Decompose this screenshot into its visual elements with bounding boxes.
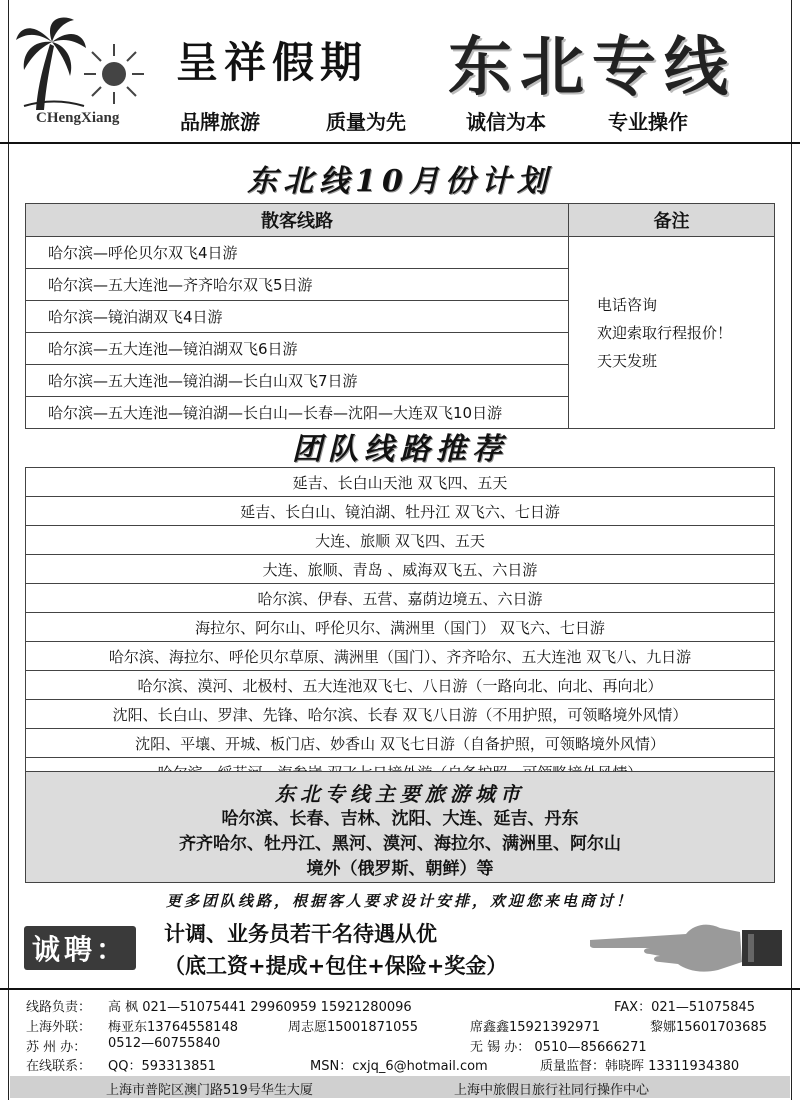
group-route-item: 哈尔滨、伊春、五营、嘉荫边境五、六日游 (26, 584, 775, 613)
slogan-2: 质量为先 (326, 110, 406, 134)
cities-line: 齐齐哈尔、牡丹江、黑河、漠河、海拉尔、满洲里、阿尔山 (179, 834, 621, 854)
hiring-line-1: 计调、业务员若干名待遇从优 (164, 922, 437, 946)
footer-qq: QQ：593313851 (108, 1059, 216, 1074)
group-routes-title: 团队线路推荐 (292, 432, 508, 467)
note-line: 天天发班 (597, 351, 658, 370)
group-route-item: 延吉、长白山、镜泊湖、牡丹江 双飞六、七日游 (26, 497, 775, 526)
group-route-item: 哈尔滨、海拉尔、呼伦贝尔草原、满洲里（国门）、齐齐哈尔、五大连池 双飞八、九日游 (26, 642, 775, 671)
footer-wuxi-phone: 无 锡 办： 0510—85666271 (470, 1040, 647, 1055)
footer-route-contact: 高 枫 021—51075441 29960959 15921280096 (108, 1000, 412, 1015)
address-bar (10, 1076, 790, 1098)
route-item: 哈尔滨—呼伦贝尔双飞4日游 (26, 237, 569, 269)
col-routes-header: 散客线路 (26, 204, 569, 237)
cities-title: 东北专线主要旅游城市 (275, 782, 525, 806)
pointing-hand-icon (590, 918, 786, 976)
palm-tree-logo-icon (14, 14, 86, 112)
group-route-item: 沈阳、平壤、开城、板门店、妙香山 双飞七日游（自备护照，可领略境外风情） (26, 729, 775, 758)
notes-cell (569, 237, 775, 429)
footer-liaison-d: 黎娜15601703685 (650, 1020, 767, 1035)
hiring-badge: 诚聘： (24, 926, 136, 970)
group-route-item: 哈尔滨、漠河、北极村、五大连池双飞七、八日游（一路向北、向北、再向北） (26, 671, 775, 700)
route-item: 哈尔滨—五大连池—镜泊湖—长白山双飞7日游 (26, 365, 569, 397)
footer-label-suzhou: 苏 州 办： (26, 1040, 87, 1055)
cities-line: 境外（俄罗斯、朝鲜）等 (306, 859, 494, 879)
slogan-4: 专业操作 (608, 110, 688, 134)
group-route-item: 海拉尔、阿尔山、呼伦贝尔、满洲里（国门） 双飞六、七日游 (26, 613, 775, 642)
sun-icon (82, 42, 146, 106)
cities-box (25, 771, 775, 883)
footer-label-routes: 线路负责： (26, 1000, 92, 1015)
footer-supervisor: 质量监督：韩晓晖 13311934380 (540, 1059, 740, 1074)
group-route-item: 沈阳、长白山、罗津、先锋、哈尔滨、长春 双飞八日游（不用护照，可领略境外风情） (26, 700, 775, 729)
october-plan-table (25, 203, 775, 429)
route-item: 哈尔滨—五大连池—镜泊湖双飞6日游 (26, 333, 569, 365)
october-plan-title: 东北线10月份计划 (247, 164, 553, 199)
footer-suzhou-phone: 0512—60755840 (108, 1036, 221, 1051)
footer-liaison-a: 梅亚东13764558148 (108, 1020, 238, 1035)
brand-subtitle: CHengXiang (36, 110, 120, 126)
route-item: 哈尔滨—五大连池—齐齐哈尔双飞5日游 (26, 269, 569, 301)
note-line: 欢迎索取行程报价！ (597, 323, 733, 342)
footer-liaison-c: 席鑫鑫15921392971 (470, 1020, 600, 1035)
footer-address: 上海市普陀区澳门路519号华生大厦 (106, 1083, 313, 1098)
route-item: 哈尔滨—镜泊湖双飞4日游 (26, 301, 569, 333)
footer-liaison-b: 周志愿15001871055 (288, 1020, 418, 1035)
cities-line: 哈尔滨、长春、吉林、沈阳、大连、延吉、丹东 (221, 809, 579, 829)
slogan-3: 诚信为本 (466, 110, 546, 134)
company-name: 呈祥假期 (176, 38, 369, 87)
group-routes-table (25, 467, 775, 787)
slogan-1: 品牌旅游 (180, 110, 260, 134)
footer-msn: MSN：cxjq_6@hotmail.com (310, 1059, 488, 1074)
group-route-item: 延吉、长白山天池 双飞四、五天 (26, 468, 775, 497)
more-routes-text: 更多团队线路，根据客人要求设计安排，欢迎您来电商讨！ (165, 892, 634, 910)
footer-fax: FAX：021—51075845 (614, 1000, 756, 1015)
headline: 东北专线 (448, 30, 736, 105)
route-item: 哈尔滨—五大连池—镜泊湖—长白山—长春—沈阳—大连双飞10日游 (26, 397, 569, 429)
footer-label-online: 在线联系： (26, 1059, 92, 1074)
group-route-item: 大连、旅顺 双飞四、五天 (26, 526, 775, 555)
footer-center: 上海中旅假日旅行社同行操作中心 (454, 1083, 650, 1098)
hiring-line-2: （底工资+提成+包住+保险+奖金） (164, 954, 508, 978)
note-line: 电话咨询 (597, 295, 658, 314)
header (0, 0, 800, 144)
footer-label-liaison: 上海外联： (26, 1020, 92, 1035)
group-route-item: 大连、旅顺、青岛 、威海双飞五、六日游 (26, 555, 775, 584)
col-notes-header: 备注 (569, 204, 775, 237)
